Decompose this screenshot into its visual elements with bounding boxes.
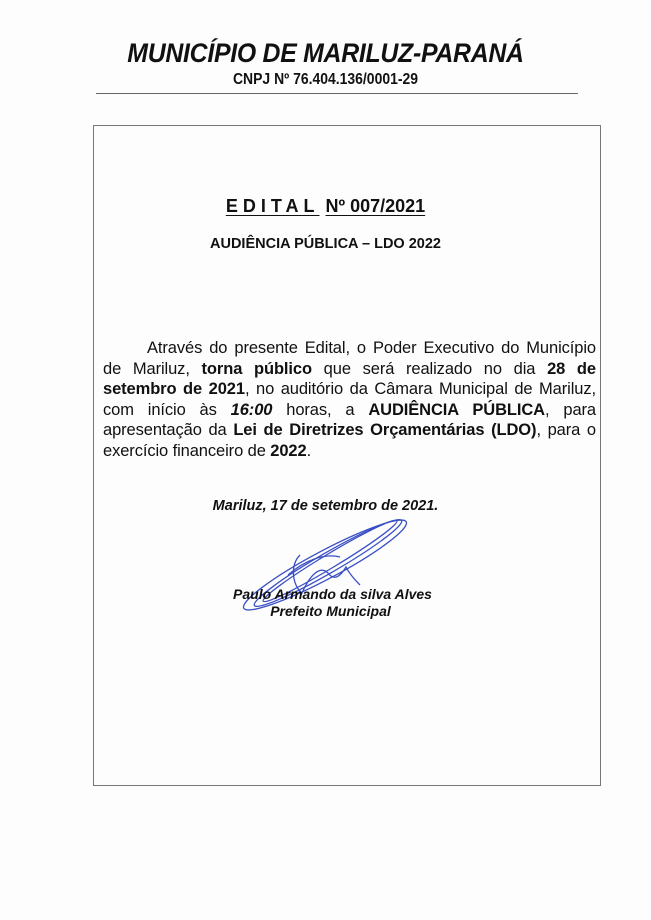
body-text-segment: Através do presente Edital, o Poder Executivo do Município de Mariluz, <box>103 339 596 378</box>
edital-heading <box>0 196 651 217</box>
edital-word: EDITAL <box>225 196 320 216</box>
event-name: AUDIÊNCIA PÚBLICA <box>368 400 545 419</box>
notice-subtitle: AUDIÊNCIA PÚBLICA – LDO 2022 <box>210 236 441 252</box>
body-text-segment: horas, a <box>272 400 369 419</box>
place-date: Mariluz, 17 de setembro de 2021. <box>212 498 439 514</box>
fiscal-year: 2022 <box>270 441 307 460</box>
signer-name: Paulo Armando da silva Alves <box>233 586 432 602</box>
body-text-segment: . <box>306 441 312 460</box>
header-divider <box>96 93 578 94</box>
event-date: 28 de setembro de 2021 <box>103 359 596 398</box>
body-text-segment: , no auditório da Câmara Municipal de Mariluz, com início às <box>103 380 596 419</box>
body-text-segment: que será realizado no dia <box>311 359 548 378</box>
body-emphasis: torna público <box>201 359 312 378</box>
notice-body <box>103 338 596 461</box>
body-text-segment: , para apresentação da <box>103 400 596 439</box>
edital-number: Nº 007/2021 <box>325 196 426 216</box>
law-name: Lei de Diretrizes Orçamentárias (LDO) <box>233 421 537 439</box>
signer-role: Prefeito Municipal <box>270 603 391 619</box>
municipality-title: MUNICÍPIO DE MARILUZ-PARANÁ <box>127 38 524 68</box>
cnpj-line: CNPJ Nº 76.404.136/0001-29 <box>232 71 419 88</box>
event-time: 16:00 <box>230 400 273 419</box>
body-text-segment: , para o exercício financeiro de <box>103 421 596 460</box>
